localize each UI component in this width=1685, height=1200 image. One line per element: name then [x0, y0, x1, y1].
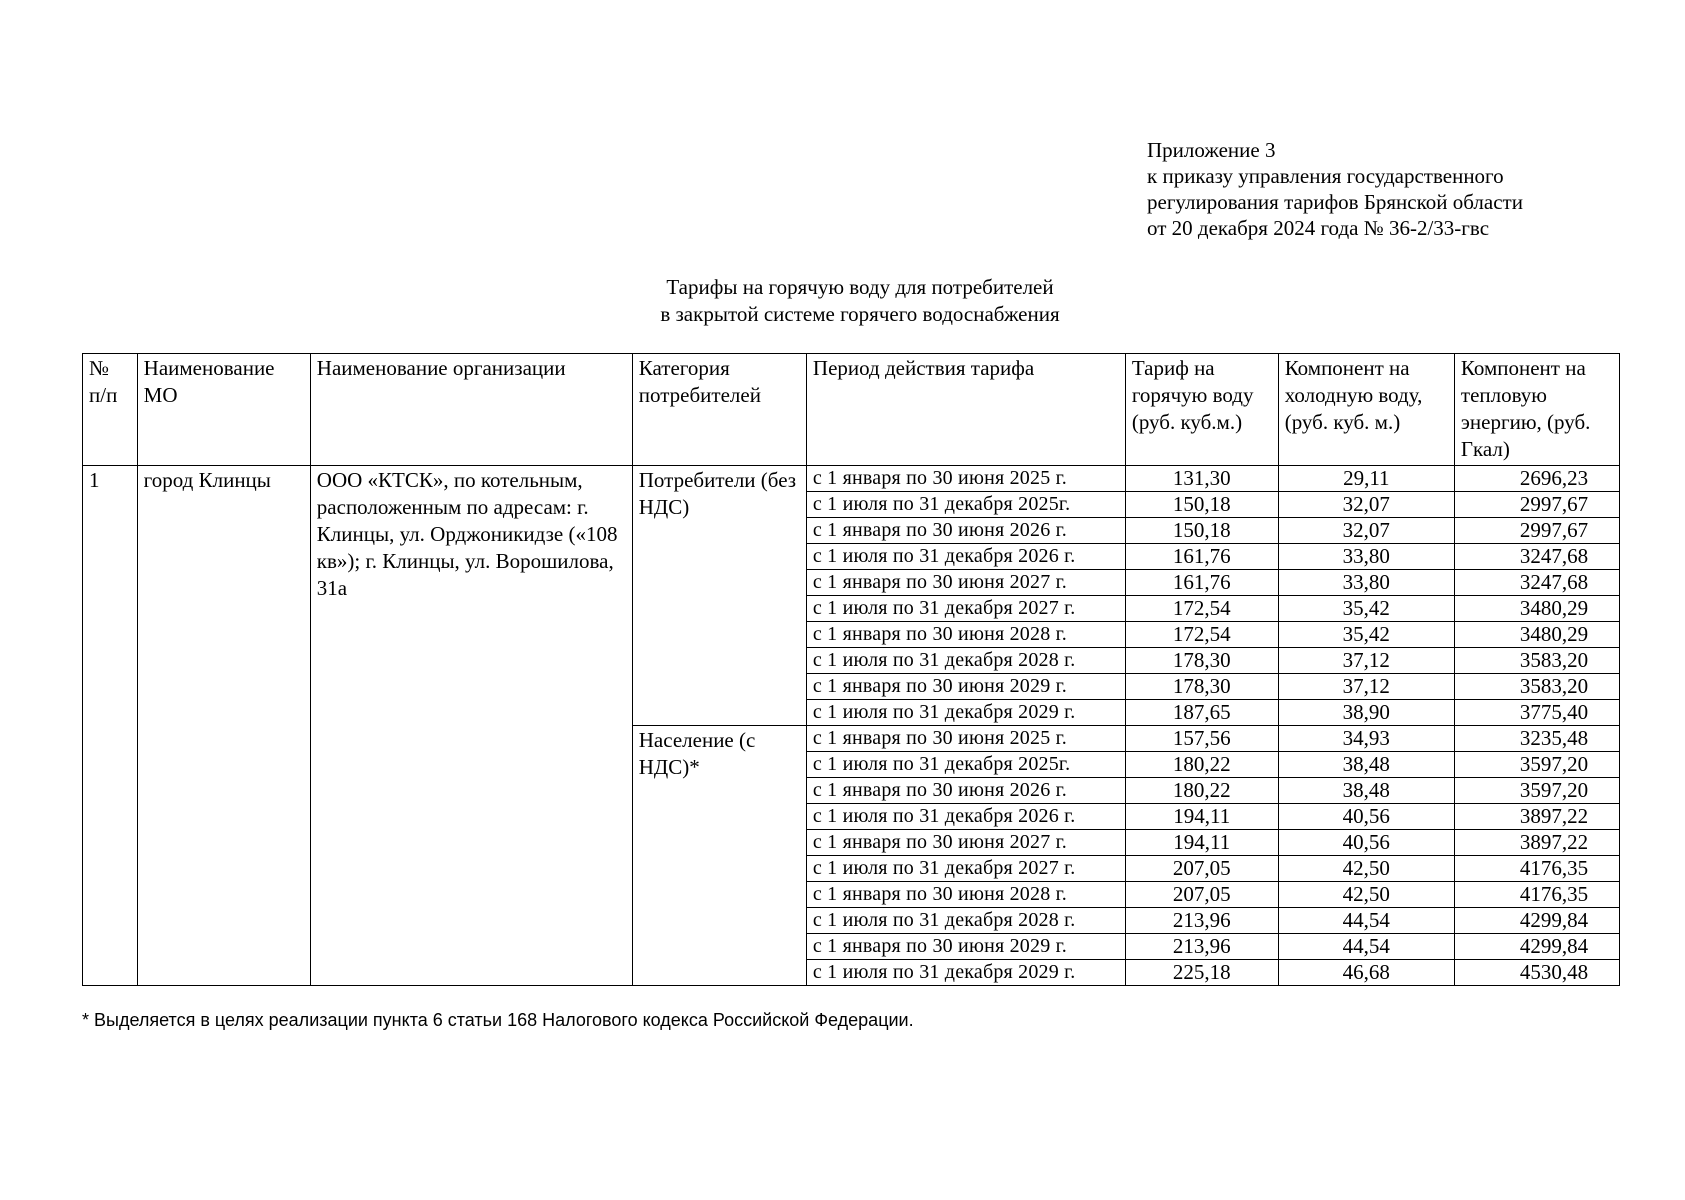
- cell-period: с 1 июля по 31 декабря 2027 г.: [806, 856, 1125, 882]
- cell-cold-component: 34,93: [1278, 726, 1454, 752]
- cell-period: с 1 июля по 31 декабря 2025г.: [806, 492, 1125, 518]
- header-period: Период действия тарифа: [806, 354, 1125, 466]
- cell-cold-component: 35,42: [1278, 596, 1454, 622]
- cell-hot-water: 178,30: [1125, 648, 1278, 674]
- cell-cold-component: 29,11: [1278, 466, 1454, 492]
- cell-heat-component: 3480,29: [1454, 596, 1619, 622]
- cell-period: с 1 января по 30 июня 2025 г.: [806, 726, 1125, 752]
- appendix-line: от 20 декабря 2024 года № 36-2/33-гвс: [1147, 216, 1490, 240]
- cell-heat-component: 3897,22: [1454, 804, 1619, 830]
- cell-category: Население (с НДС)*: [632, 726, 806, 986]
- table-body: [83, 466, 1620, 986]
- table-header-row: [83, 354, 1620, 466]
- cell-period: с 1 июля по 31 декабря 2025г.: [806, 752, 1125, 778]
- header-cold-component: Компонент на холодную воду, (руб. куб. м.): [1278, 354, 1454, 466]
- cell-period: с 1 января по 30 июня 2029 г.: [806, 674, 1125, 700]
- cell-heat-component: 3480,29: [1454, 622, 1619, 648]
- cell-cold-component: 38,48: [1278, 752, 1454, 778]
- cell-cold-component: 40,56: [1278, 804, 1454, 830]
- cell-cold-component: 42,50: [1278, 856, 1454, 882]
- cell-hot-water: 172,54: [1125, 596, 1278, 622]
- cell-heat-component: 3235,48: [1454, 726, 1619, 752]
- cell-heat-component: 3597,20: [1454, 778, 1619, 804]
- cell-hot-water: 161,76: [1125, 570, 1278, 596]
- cell-period: с 1 июля по 31 декабря 2026 г.: [806, 804, 1125, 830]
- header-category: Категория потребителей: [632, 354, 806, 466]
- cell-heat-component: 3597,20: [1454, 752, 1619, 778]
- cell-cold-component: 44,54: [1278, 908, 1454, 934]
- cell-cold-component: 35,42: [1278, 622, 1454, 648]
- cell-period: с 1 января по 30 июня 2026 г.: [806, 778, 1125, 804]
- cell-hot-water: 180,22: [1125, 752, 1278, 778]
- cell-cold-component: 32,07: [1278, 492, 1454, 518]
- cell-heat-component: 2696,23: [1454, 466, 1619, 492]
- cell-period: с 1 января по 30 июня 2029 г.: [806, 934, 1125, 960]
- header-org: Наименование организации: [310, 354, 632, 466]
- cell-hot-water: 187,65: [1125, 700, 1278, 726]
- cell-heat-component: 3583,20: [1454, 674, 1619, 700]
- header-mo: Наименование МО: [137, 354, 310, 466]
- cell-hot-water: 131,30: [1125, 466, 1278, 492]
- cell-row-number: 1: [83, 466, 138, 986]
- cell-heat-component: 4176,35: [1454, 882, 1619, 908]
- appendix-line: регулирования тарифов Брянской области: [1147, 190, 1523, 214]
- cell-hot-water: 150,18: [1125, 492, 1278, 518]
- header-hot-water: Тариф на горячую воду (руб. куб.м.): [1125, 354, 1278, 466]
- cell-cold-component: 33,80: [1278, 544, 1454, 570]
- cell-heat-component: 3247,68: [1454, 544, 1619, 570]
- cell-hot-water: 178,30: [1125, 674, 1278, 700]
- cell-heat-component: 4299,84: [1454, 908, 1619, 934]
- cell-heat-component: 3897,22: [1454, 830, 1619, 856]
- cell-cold-component: 32,07: [1278, 518, 1454, 544]
- title-line: в закрытой системе горячего водоснабжения: [660, 302, 1060, 326]
- header-num: № п/п: [83, 354, 138, 466]
- cell-hot-water: 213,96: [1125, 908, 1278, 934]
- cell-hot-water: 157,56: [1125, 726, 1278, 752]
- cell-period: с 1 января по 30 июня 2028 г.: [806, 622, 1125, 648]
- cell-period: с 1 июля по 31 декабря 2026 г.: [806, 544, 1125, 570]
- cell-heat-component: 4176,35: [1454, 856, 1619, 882]
- cell-category: Потребители (без НДС): [632, 466, 806, 726]
- header-heat-component: Компонент на тепловую энергию, (руб. Гкал): [1454, 354, 1619, 466]
- cell-hot-water: 213,96: [1125, 934, 1278, 960]
- cell-hot-water: 161,76: [1125, 544, 1278, 570]
- cell-period: с 1 июля по 31 декабря 2027 г.: [806, 596, 1125, 622]
- cell-cold-component: 33,80: [1278, 570, 1454, 596]
- cell-period: с 1 января по 30 июня 2027 г.: [806, 830, 1125, 856]
- cell-heat-component: 4299,84: [1454, 934, 1619, 960]
- cell-heat-component: 3583,20: [1454, 648, 1619, 674]
- cell-cold-component: 46,68: [1278, 960, 1454, 986]
- cell-hot-water: 207,05: [1125, 882, 1278, 908]
- cell-heat-component: 3247,68: [1454, 570, 1619, 596]
- cell-period: с 1 января по 30 июня 2026 г.: [806, 518, 1125, 544]
- appendix-block: [1147, 137, 1523, 241]
- cell-hot-water: 225,18: [1125, 960, 1278, 986]
- cell-period: с 1 июля по 31 декабря 2029 г.: [806, 700, 1125, 726]
- cell-cold-component: 37,12: [1278, 648, 1454, 674]
- appendix-line: к приказу управления государственного: [1147, 164, 1504, 188]
- table-row: [83, 466, 1620, 492]
- cell-hot-water: 194,11: [1125, 804, 1278, 830]
- cell-hot-water: 150,18: [1125, 518, 1278, 544]
- cell-heat-component: 3775,40: [1454, 700, 1619, 726]
- cell-organization: ООО «КТСК», по котельным, расположенным по адресам: г. Клинцы, ул. Орджоникидзе («108 кв»); г. Клинцы, ул. Ворошилова, 31а: [310, 466, 632, 986]
- appendix-line: Приложение 3: [1147, 138, 1276, 162]
- cell-period: с 1 января по 30 июня 2027 г.: [806, 570, 1125, 596]
- cell-heat-component: 4530,48: [1454, 960, 1619, 986]
- cell-heat-component: 2997,67: [1454, 518, 1619, 544]
- cell-cold-component: 40,56: [1278, 830, 1454, 856]
- cell-period: с 1 января по 30 июня 2028 г.: [806, 882, 1125, 908]
- cell-cold-component: 44,54: [1278, 934, 1454, 960]
- cell-period: с 1 января по 30 июня 2025 г.: [806, 466, 1125, 492]
- cell-hot-water: 207,05: [1125, 856, 1278, 882]
- cell-period: с 1 июля по 31 декабря 2029 г.: [806, 960, 1125, 986]
- title-line: Тарифы на горячую воду для потребителей: [666, 275, 1054, 299]
- cell-cold-component: 42,50: [1278, 882, 1454, 908]
- cell-cold-component: 38,48: [1278, 778, 1454, 804]
- cell-cold-component: 38,90: [1278, 700, 1454, 726]
- cell-mo: город Клинцы: [137, 466, 310, 986]
- tariff-table: [82, 353, 1620, 986]
- footnote: * Выделяется в целях реализации пункта 6 статьи 168 Налогового кодекса Российской Федерации.: [82, 1010, 914, 1030]
- cell-hot-water: 180,22: [1125, 778, 1278, 804]
- cell-hot-water: 194,11: [1125, 830, 1278, 856]
- cell-cold-component: 37,12: [1278, 674, 1454, 700]
- cell-heat-component: 2997,67: [1454, 492, 1619, 518]
- document-title: [560, 274, 1160, 328]
- cell-period: с 1 июля по 31 декабря 2028 г.: [806, 648, 1125, 674]
- cell-period: с 1 июля по 31 декабря 2028 г.: [806, 908, 1125, 934]
- cell-hot-water: 172,54: [1125, 622, 1278, 648]
